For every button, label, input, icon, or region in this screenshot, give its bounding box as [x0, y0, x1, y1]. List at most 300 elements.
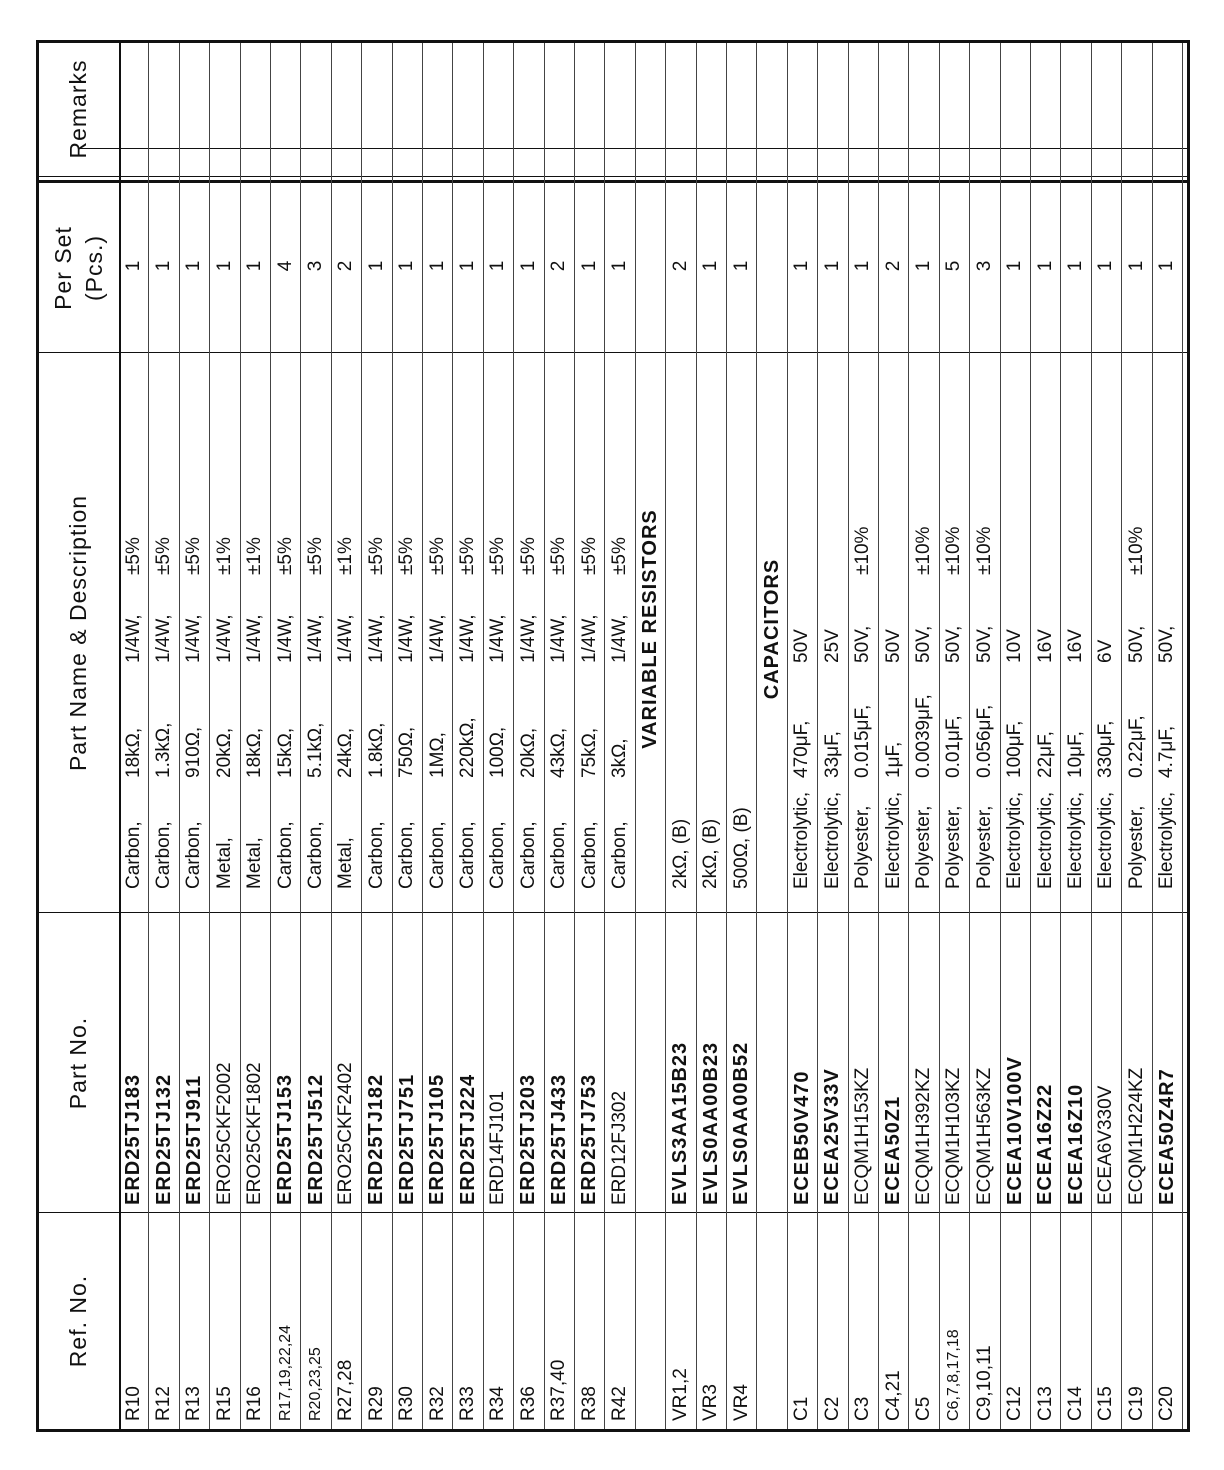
cell-ref-no: C1	[791, 1396, 813, 1421]
cell-part-no: ERD25TJ105	[426, 1073, 449, 1205]
table-row	[970, 43, 1000, 1429]
description-part: Carbon,	[396, 821, 418, 889]
cell-per-set: 3	[973, 260, 995, 272]
cell-remarks	[180, 41, 209, 141]
cell-per-set: 1	[1125, 260, 1147, 272]
cell-description	[909, 369, 938, 889]
table-row	[362, 43, 392, 1429]
cell-remarks	[1092, 41, 1121, 141]
table-row	[393, 43, 423, 1429]
description-part: ±1%	[335, 537, 357, 575]
description-part: Electrolytic,	[791, 791, 813, 889]
description-part: ±5%	[578, 537, 600, 575]
cell-per-set: 1	[1095, 260, 1117, 272]
description-part: Electrolytic,	[882, 791, 904, 889]
cell-remarks	[362, 41, 391, 141]
description-part: ±5%	[548, 537, 570, 575]
description-part: 1/4W,	[213, 614, 235, 663]
cell-ref-no: R29	[365, 1386, 387, 1421]
description-part: Electrolytic,	[1065, 791, 1087, 889]
cell-part-no: EVLS3AA15B23	[669, 1041, 692, 1205]
description-part: 220kΩ,	[457, 717, 479, 778]
description-part: 330μF,	[1095, 720, 1117, 778]
table-row	[940, 43, 970, 1429]
description-part: 16V	[1034, 629, 1056, 663]
cell-remarks	[879, 41, 908, 141]
description-part: 2kΩ, (B)	[700, 818, 722, 889]
description-part: ±5%	[517, 537, 539, 575]
table-row	[1001, 43, 1031, 1429]
cell-ref-no: VR3	[700, 1384, 722, 1421]
table-row	[909, 43, 939, 1429]
cell-ref-no: C15	[1095, 1386, 1117, 1421]
section-heading: VARIABLE RESISTORS	[638, 509, 661, 749]
table-row	[301, 43, 331, 1429]
description-part: 33μF,	[821, 731, 843, 778]
section-row	[757, 43, 787, 1429]
cell-part-no: ERO25CKF1802	[244, 1062, 266, 1205]
cell-description	[423, 369, 452, 889]
description-part: ±10%	[1125, 526, 1147, 575]
description-part: Carbon,	[365, 821, 387, 889]
cell-ref-no: C19	[1125, 1386, 1147, 1421]
cell-per-set: 1	[396, 260, 418, 272]
description-part: Carbon,	[305, 821, 327, 889]
cell-part-no: EVLS0AA00B23	[699, 1041, 722, 1205]
cell-part-no: ECQM1H392KZ	[913, 1067, 935, 1205]
cell-description	[210, 369, 239, 889]
description-part: 20kΩ,	[517, 727, 539, 778]
cell-description	[697, 369, 726, 889]
description-part	[666, 581, 695, 663]
cell-per-set: 4	[274, 260, 296, 272]
description-part: 5.1kΩ,	[305, 722, 327, 778]
cell-part-no: ERD14FJ101	[487, 1090, 509, 1205]
table-row	[119, 43, 149, 1429]
cell-per-set: 1	[1004, 260, 1026, 272]
description-part: 100Ω,	[487, 726, 509, 778]
cell-per-set: 1	[913, 260, 935, 272]
header-remarks: Remarks	[65, 59, 92, 159]
cell-ref-no: R32	[426, 1386, 448, 1421]
cell-per-set: 1	[183, 260, 205, 272]
description-part: Carbon,	[487, 821, 509, 889]
description-part: 1/4W,	[517, 614, 539, 663]
cell-ref-no: VR1,2	[669, 1368, 691, 1421]
description-part: 4.7μF,	[1156, 725, 1178, 778]
table-row	[210, 43, 240, 1429]
description-part	[1061, 485, 1090, 575]
cell-description	[605, 369, 634, 889]
cell-part-no: ERD25TJ132	[152, 1073, 175, 1205]
cell-description	[940, 369, 969, 889]
description-part	[697, 668, 726, 778]
description-part: 1/4W,	[274, 614, 296, 663]
cell-remarks	[605, 41, 634, 141]
cell-remarks	[149, 41, 178, 141]
cell-per-set: 1	[153, 260, 175, 272]
cell-remarks	[575, 41, 604, 141]
description-part: 1MΩ,	[426, 732, 448, 778]
description-part: Electrolytic,	[1004, 791, 1026, 889]
cell-per-set: 3	[305, 260, 327, 272]
description-part: Carbon,	[426, 821, 448, 889]
cell-remarks	[1061, 41, 1090, 141]
cell-part-no: ERD25TJ224	[456, 1073, 479, 1205]
cell-ref-no: C6,7,8,17,18	[945, 1329, 963, 1421]
cell-remarks	[241, 41, 270, 141]
cell-per-set: 1	[578, 260, 600, 272]
description-part: Carbon,	[578, 821, 600, 889]
cell-per-set: 5	[943, 260, 965, 272]
cell-remarks	[1031, 41, 1060, 141]
header-description: Part Name & Description	[65, 494, 92, 772]
description-part: 1/4W,	[335, 614, 357, 663]
cell-part-no: ECEA50Z4R7	[1155, 1068, 1178, 1205]
description-part	[727, 485, 756, 575]
cell-description	[727, 369, 756, 889]
header-part-no: Part No.	[65, 1016, 92, 1110]
cell-remarks	[940, 41, 969, 141]
table-row	[697, 43, 727, 1429]
cell-part-no: ERD25TJ753	[578, 1073, 601, 1205]
description-part	[697, 581, 726, 663]
section-row	[636, 43, 666, 1429]
cell-description	[545, 369, 574, 889]
cell-part-no: ECEA16Z10	[1064, 1083, 1087, 1205]
cell-remarks	[818, 41, 847, 141]
table-row	[818, 43, 848, 1429]
cell-description	[1153, 369, 1182, 889]
description-part: Metal,	[244, 837, 266, 889]
header-per-set: Per Set (Pcs.)	[49, 226, 107, 310]
cell-ref-no: R17,19,22,24	[276, 1324, 294, 1421]
description-part	[1001, 485, 1030, 575]
description-part: 3kΩ,	[609, 738, 631, 778]
cell-per-set: 1	[122, 260, 144, 272]
cell-description	[241, 369, 270, 889]
description-part: 1.3kΩ,	[153, 722, 175, 778]
cell-ref-no: C13	[1034, 1386, 1056, 1421]
description-part: 500Ω, (B)	[730, 807, 752, 889]
description-part	[1153, 485, 1182, 575]
description-part: ±5%	[183, 537, 205, 575]
description-part: 1/4W,	[426, 614, 448, 663]
cell-remarks	[1122, 41, 1151, 141]
description-part	[697, 485, 726, 575]
description-part: Metal,	[335, 837, 357, 889]
cell-per-set: 1	[487, 260, 509, 272]
cell-part-no: ECQM1H103KZ	[943, 1067, 965, 1205]
cell-description	[818, 369, 847, 889]
cell-remarks	[271, 41, 300, 141]
description-part: Carbon,	[457, 821, 479, 889]
cell-per-set: 2	[548, 260, 570, 272]
cell-per-set: 1	[730, 260, 752, 272]
cell-description	[119, 369, 148, 889]
description-part: Carbon,	[548, 821, 570, 889]
description-part: 15kΩ,	[274, 727, 296, 778]
description-part: 0.01μF,	[943, 715, 965, 778]
description-part: 0.056μF,	[973, 704, 995, 778]
table-row	[666, 43, 696, 1429]
cell-part-no: ERD25TJ751	[395, 1073, 418, 1205]
table-row	[514, 43, 544, 1429]
description-part	[818, 485, 847, 575]
description-part: ±5%	[396, 537, 418, 575]
cell-ref-no: R37,40	[548, 1359, 570, 1421]
cell-part-no: ERO25CKF2002	[213, 1062, 235, 1205]
description-part: 0.015μF,	[852, 704, 874, 778]
description-part: 100μF,	[1004, 720, 1026, 778]
table-row	[575, 43, 605, 1429]
description-part: ±10%	[943, 526, 965, 575]
description-part: Electrolytic,	[821, 791, 843, 889]
cell-ref-no: R20,23,25	[307, 1347, 325, 1421]
table-row	[1153, 43, 1183, 1429]
description-part: 50V,	[973, 625, 995, 663]
cell-remarks	[301, 41, 330, 141]
cell-part-no: ERD25TJ153	[274, 1073, 297, 1205]
description-part: 50V,	[1125, 625, 1147, 663]
cell-part-no: ERD25TJ512	[304, 1073, 327, 1205]
description-part: 1/4W,	[548, 614, 570, 663]
cell-description	[453, 369, 482, 889]
cell-remarks	[484, 41, 513, 141]
description-part: 6V	[1095, 639, 1117, 663]
description-part: Electrolytic,	[1034, 791, 1056, 889]
cell-part-no: ECEB50V470	[790, 1070, 813, 1205]
cell-ref-no: R38	[578, 1386, 600, 1421]
cell-description	[393, 369, 422, 889]
description-part: 1/4W,	[365, 614, 387, 663]
description-part: 1/4W,	[122, 614, 144, 663]
cell-description	[514, 369, 543, 889]
description-part	[666, 485, 695, 575]
table-row	[1092, 43, 1122, 1429]
description-part: 2kΩ, (B)	[669, 818, 691, 889]
cell-description	[180, 369, 209, 889]
cell-remarks	[727, 41, 756, 141]
description-part: Electrolytic,	[1095, 791, 1117, 889]
description-part: 0.22μF,	[1125, 715, 1147, 778]
description-part	[879, 485, 908, 575]
cell-part-no: ECQM1H224KZ	[1125, 1067, 1147, 1205]
cell-remarks	[1153, 41, 1182, 141]
description-part: 10μF,	[1065, 731, 1087, 778]
cell-ref-no: C14	[1065, 1386, 1087, 1421]
cell-ref-no: R10	[122, 1386, 144, 1421]
table-row	[453, 43, 483, 1429]
description-part: 10V	[1004, 629, 1026, 663]
header-ref-no: Ref. No.	[65, 1274, 92, 1368]
cell-remarks	[393, 41, 422, 141]
description-part: 18kΩ,	[244, 727, 266, 778]
table-row	[1031, 43, 1061, 1429]
cell-remarks	[697, 41, 726, 141]
cell-per-set: 1	[517, 260, 539, 272]
description-part: 16V	[1065, 629, 1087, 663]
cell-ref-no: R12	[153, 1386, 175, 1421]
cell-part-no: ERD12FJ302	[609, 1090, 631, 1205]
cell-remarks	[1001, 41, 1030, 141]
description-part: ±1%	[213, 537, 235, 575]
cell-remarks	[545, 41, 574, 141]
description-part: 50V	[882, 629, 904, 663]
cell-remarks	[666, 41, 695, 141]
description-part: Metal,	[213, 837, 235, 889]
cell-per-set: 1	[791, 260, 813, 272]
table-row	[423, 43, 453, 1429]
description-part: Carbon,	[274, 821, 296, 889]
description-part: ±10%	[913, 526, 935, 575]
cell-per-set: 1	[213, 260, 235, 272]
cell-ref-no: R33	[457, 1386, 479, 1421]
description-part: 1/4W,	[457, 614, 479, 663]
parts-list-table	[36, 40, 1190, 1432]
cell-part-no: ECQM1H153KZ	[852, 1067, 874, 1205]
cell-description	[271, 369, 300, 889]
cell-per-set: 2	[669, 260, 691, 272]
cell-ref-no: R15	[213, 1386, 235, 1421]
description-part: 1/4W,	[487, 614, 509, 663]
cell-ref-no: VR4	[730, 1384, 752, 1421]
description-part: 1.8kΩ,	[365, 722, 387, 778]
cell-remarks	[788, 41, 817, 141]
description-part: 1/4W,	[396, 614, 418, 663]
cell-ref-no: R16	[244, 1386, 266, 1421]
description-part: ±5%	[457, 537, 479, 575]
cell-ref-no: R34	[487, 1386, 509, 1421]
description-part: ±5%	[609, 537, 631, 575]
description-part: ±5%	[365, 537, 387, 575]
cell-description	[301, 369, 330, 889]
description-part: 1/4W,	[244, 614, 266, 663]
table-row	[727, 43, 757, 1429]
description-part: 1μF,	[882, 741, 904, 778]
cell-description	[788, 369, 817, 889]
description-part: 20kΩ,	[213, 727, 235, 778]
table-row	[545, 43, 575, 1429]
cell-description	[484, 369, 513, 889]
cell-ref-no: C5	[913, 1396, 935, 1421]
description-part: ±5%	[487, 537, 509, 575]
description-part: 470μF,	[791, 720, 813, 778]
cell-description	[1092, 369, 1121, 889]
table-row	[149, 43, 179, 1429]
table-row	[788, 43, 818, 1429]
cell-ref-no: C4,21	[882, 1370, 904, 1421]
cell-ref-no: C12	[1004, 1386, 1026, 1421]
table-row	[271, 43, 301, 1429]
description-part: Carbon,	[609, 821, 631, 889]
cell-description	[332, 369, 361, 889]
cell-remarks	[849, 41, 878, 141]
description-part: 43kΩ,	[548, 727, 570, 778]
table-row	[879, 43, 909, 1429]
cell-ref-no: C3	[852, 1396, 874, 1421]
description-part: 75kΩ,	[578, 727, 600, 778]
cell-ref-no: C20	[1156, 1386, 1178, 1421]
cell-description	[1031, 369, 1060, 889]
description-part: 1/4W,	[578, 614, 600, 663]
cell-part-no: ECEA50Z1	[882, 1095, 905, 1205]
cell-part-no: ERD25TJ183	[122, 1073, 145, 1205]
cell-per-set: 2	[882, 260, 904, 272]
table-row	[1122, 43, 1152, 1429]
cell-description	[575, 369, 604, 889]
description-part: ±5%	[426, 537, 448, 575]
cell-description	[970, 369, 999, 889]
description-part: Polyester,	[1125, 805, 1147, 889]
cell-description	[149, 369, 178, 889]
table-row	[180, 43, 210, 1429]
cell-remarks	[970, 41, 999, 141]
description-part: 1/4W,	[183, 614, 205, 663]
cell-part-no: ECEA6V330V	[1095, 1085, 1117, 1205]
cell-remarks	[909, 41, 938, 141]
description-part: 50V,	[1156, 625, 1178, 663]
cell-per-set: 1	[821, 260, 843, 272]
cell-part-no: ECQM1H563KZ	[973, 1067, 995, 1205]
description-part: 750Ω,	[396, 726, 418, 778]
cell-part-no: EVLS0AA00B52	[730, 1041, 753, 1205]
table-row	[332, 43, 362, 1429]
description-part: 1/4W,	[609, 614, 631, 663]
cell-remarks	[453, 41, 482, 141]
description-part: 0.0039μF,	[913, 694, 935, 778]
description-part: Carbon,	[183, 821, 205, 889]
cell-part-no: ECEA16Z22	[1034, 1083, 1057, 1205]
cell-part-no: ECEA10V100V	[1003, 1056, 1026, 1205]
description-part: ±1%	[244, 537, 266, 575]
cell-per-set: 1	[426, 260, 448, 272]
description-part: ±5%	[305, 537, 327, 575]
description-part: 50V,	[943, 625, 965, 663]
description-part: Carbon,	[122, 821, 144, 889]
cell-per-set: 1	[700, 260, 722, 272]
description-part: ±5%	[274, 537, 296, 575]
cell-per-set: 1	[852, 260, 874, 272]
cell-part-no: ERD25TJ433	[547, 1073, 570, 1205]
cell-per-set: 1	[609, 260, 631, 272]
table-row	[849, 43, 879, 1429]
cell-remarks	[119, 41, 148, 141]
cell-ref-no: C2	[821, 1396, 843, 1421]
description-part: Polyester,	[913, 805, 935, 889]
cell-per-set: 1	[1034, 260, 1056, 272]
cell-description	[849, 369, 878, 889]
cell-part-no: ERD25TJ182	[365, 1073, 388, 1205]
description-part: 18kΩ,	[122, 727, 144, 778]
description-part: ±10%	[852, 526, 874, 575]
cell-description	[362, 369, 391, 889]
description-part: Polyester,	[943, 805, 965, 889]
description-part: 50V,	[852, 625, 874, 663]
cell-remarks	[423, 41, 452, 141]
description-part: 50V,	[913, 625, 935, 663]
description-part	[1092, 485, 1121, 575]
description-part: 50V	[791, 629, 813, 663]
description-part	[788, 485, 817, 575]
cell-ref-no: R13	[183, 1386, 205, 1421]
cell-description	[1001, 369, 1030, 889]
cell-description	[1061, 369, 1090, 889]
cell-description	[879, 369, 908, 889]
cell-ref-no: R30	[396, 1386, 418, 1421]
description-part: Polyester,	[852, 805, 874, 889]
cell-description	[666, 369, 695, 889]
